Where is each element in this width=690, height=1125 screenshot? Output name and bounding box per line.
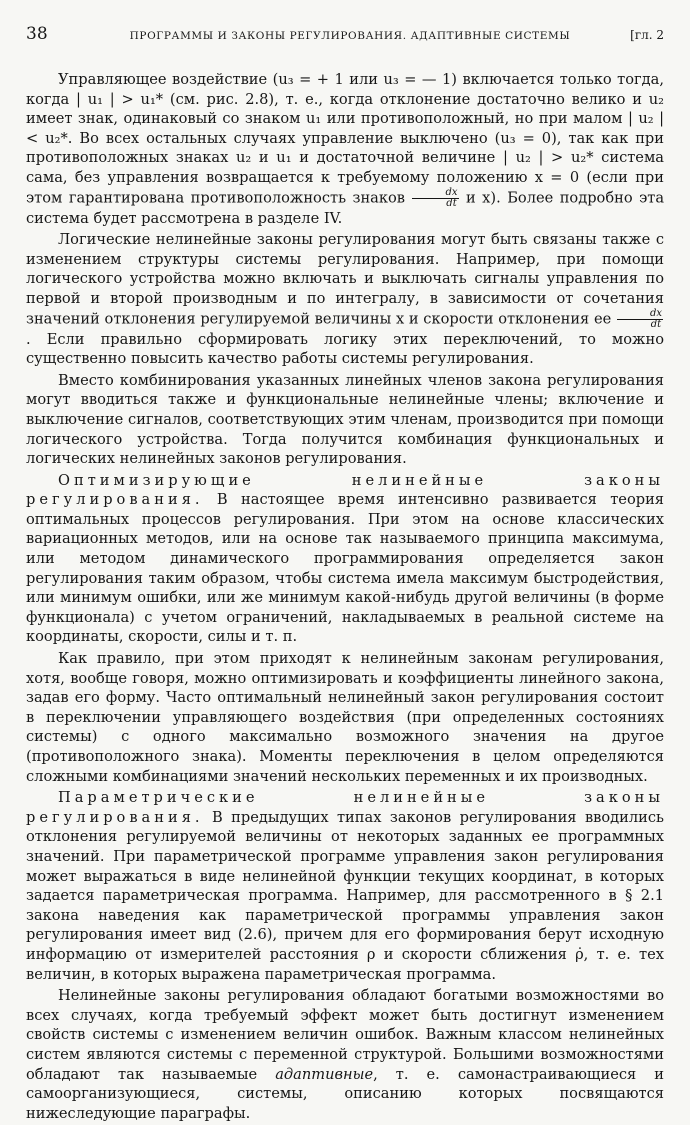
section-heading-parametric: Параметрические нелинейные законы регулирования. [26,789,664,826]
paragraph-5: Как правило, при этом приходят к нелинейным законам регулирования, хотя, вообще говоря, можно оптимизировать и коэффициенты линейного закона, задав его форму. Часто оптимальный нелинейный закон регулирования состоит в переключении управляющего воздействия (при определенных состояниях системы) с одного максимально возможного значения на другое (противоположного знака). Моменты переключения в целом определяются сложными комбинациями значений нескольких переменных и их производных. [26,650,664,785]
paragraph-4 [26,471,664,647]
paragraph-1-text-b: и x). Более подробно эта система будет рассмотрена в разделе IV. [26,189,665,227]
chapter-ref: [гл. 2 [630,28,664,42]
paragraph-6 [26,788,664,984]
paragraph-6-text: В предыдущих типах законов регулирования вводились отклонения регулируемой величины от некоторых заданных ее программных значений. При параметрической программе управления закон регулирования может выражаться в виде нелинейной функции текущих координат, в которых задается параметрическая программа. Например, для рассмотренного в § 2.1 закона наведения как параметрической программы управления закон регулирования имеет вид (2.6), причем для его формирования берут исходную информацию от измерителей расстояния ρ и скорости сближения ρ̇, т. е. тех величин, в которых выражена параметрическая программа. [26,808,664,983]
paragraph-7-text-a: Нелинейные законы регулирования обладают богатыми возможностями во всех случаях, когда требуемый эффект может быть достигнут изменением свойств системы с изменением величин ошибок. Важным классом нелинейных систем являются системы с переменной структурой. Большими возможностями обладают так называемые [26,987,664,1083]
paragraph-1 [26,70,664,228]
fraction-dx-dt: $\frac{dx}{dt}$ [412,188,458,209]
paragraph-2 [26,230,664,369]
paragraph-1-text-a: Управляющее воздействие (u₃ = + 1 или u₃ = — 1) включается только тогда, когда | u₁ | > u₁* (см. рис. 2.8), т. е., когда отклонение достаточно велико и u₂ имеет знак, одинаковый со знаком u₁ или противоположный, но при малом | u₂ | < u₂*. Во всех остальных случаях управление выключено (u₃ = 0), так как при противоположных знаках u₂ и u₁ и достаточной величине | u₂ | > u₂* система сама, без управления возвращается к требуемому положению x = 0 (если при этом гарантирована противоположность знаков [26,71,664,207]
running-title: ПРОГРАММЫ И ЗАКОНЫ РЕГУЛИРОВАНИЯ. АДАПТИВНЫЕ СИСТЕМЫ [129,30,571,42]
paragraph-3: Вместо комбинирования указанных линейных членов закона регулирования могут вводиться также и функциональные нелинейные члены; включение и выключение сигналов, соответствующих этим членам, производится при помощи логического устройства. Тогда получится комбинация функциональных и логических нелинейных законов регулирования. [26,371,664,468]
paragraph-2-text-a: Логические нелинейные законы регулирования могут быть связаны также с изменением структуры системы регулирования. Например, при помощи логического устройства можно включать и выключать сигналы управления по первой и второй производным и по интегралу, в зависимости от сочетания значений отклонения регулируемой величины x и скорости отклонения ее [26,231,664,328]
paragraph-7-text-b: , т. е. самонастраивающиеся и самоорганизующиеся, системы, описанию которых посвящаются нижеследующие параграфы. [26,1065,664,1122]
paragraph-7 [26,986,664,1123]
page-header [26,24,664,46]
paragraph-4-text: В настоящее время интенсивно развивается теория оптимальных процессов регулирования. При этом на основе классических вариационных методов, или на основе так называемого принципа максимума, или методом динамического программирования определяется закон регулирования таким образом, чтобы система имела максимум быстродействия, или минимум ошибки, или же минимум какой-нибудь другой величины (в форме функционала) с учетом ограничений, накладываемых в реальной системе на координаты, скорости, силы и т. п. [26,491,664,646]
fraction-dx-dt-2: $\frac{dx}{dt}$ [617,309,663,330]
adaptive-term: адаптивные [275,1065,374,1083]
page-number: 38 [26,24,48,44]
page-body [26,70,664,1125]
paragraph-2-text-b: . Если правильно сформировать логику этих переключений, то можно существенно повысить качество работы системы регулирования. [26,330,664,368]
section-heading-optimizing: Оптимизирующие нелинейные законы регулирования. [26,471,664,509]
